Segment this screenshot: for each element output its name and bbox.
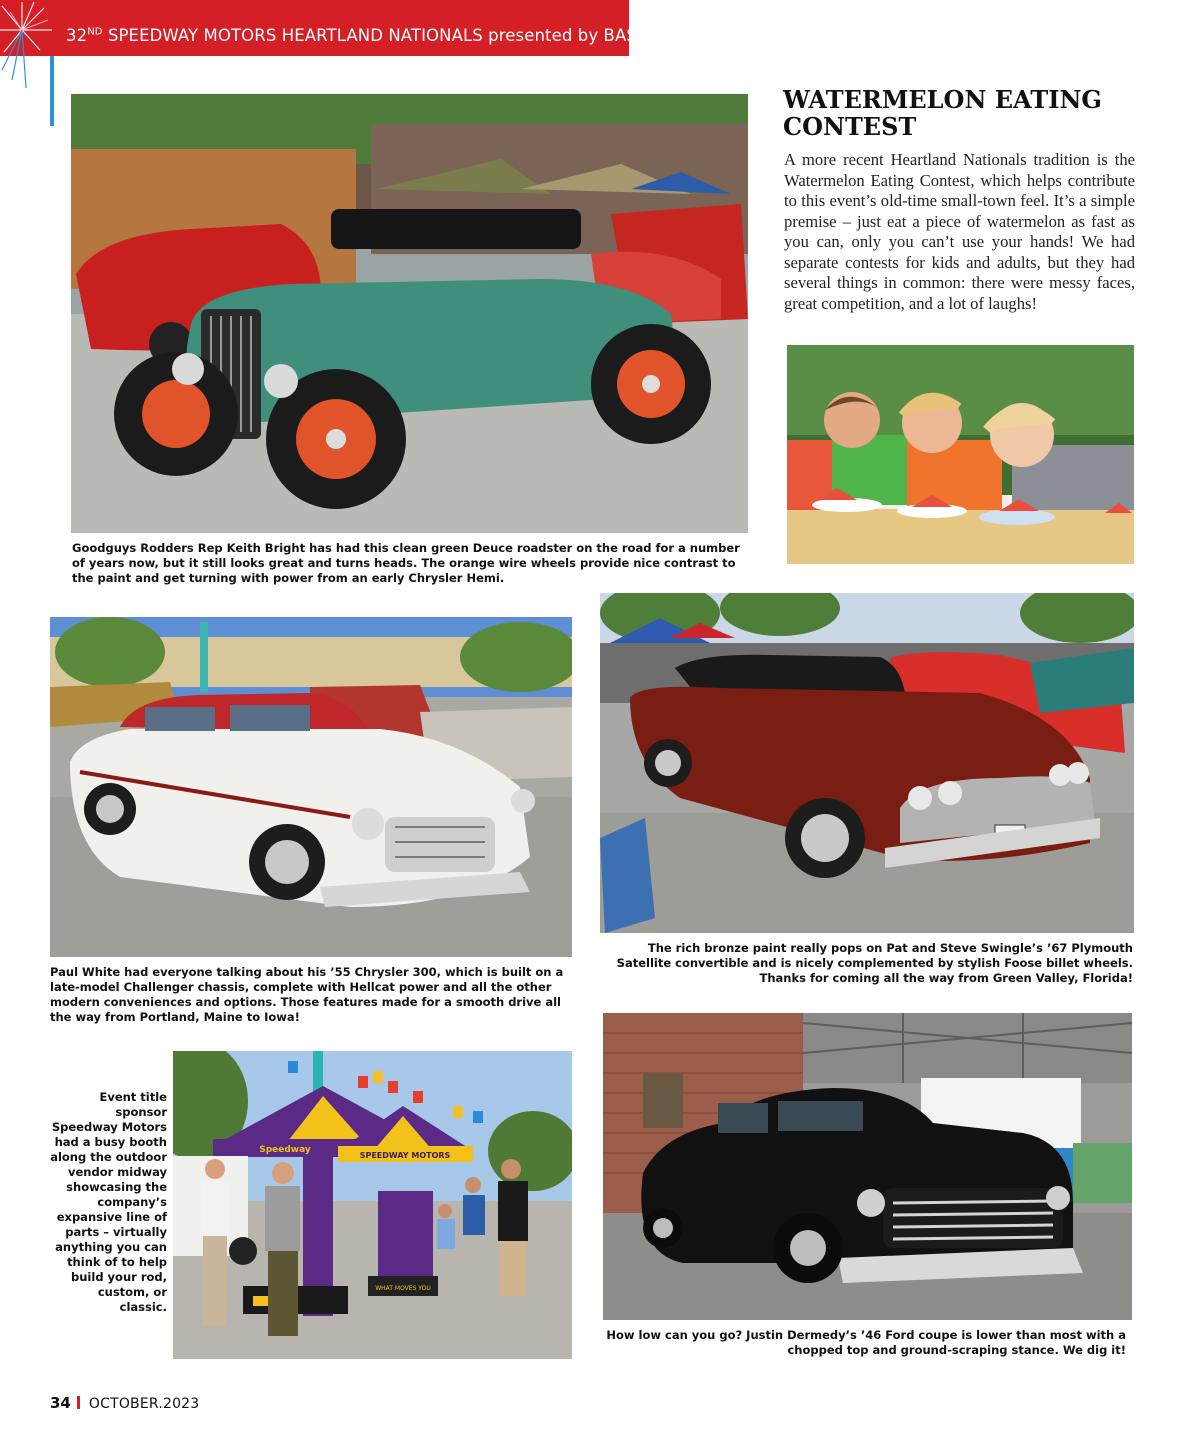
issue-date: OCTOBER.2023 (88, 1396, 200, 1412)
photo-plymouth-satellite (600, 593, 1134, 933)
photo-ford-coupe (603, 1013, 1132, 1320)
article-title: WATERMELON EATING CONTEST (783, 85, 1102, 141)
tent-logo: Speedway (259, 1145, 311, 1155)
caption-chrysler: Paul White had everyone talking about his ’55 Chrysler 300, which is built on a late-model Challenger chassis, complete with Hellcat power and all the other modern conveniences and options. Those features made for a smooth drive all the way from Portland, Maine to Iowa! (50, 965, 564, 1024)
photo-speedway-booth (173, 1051, 572, 1359)
article-body: A more recent Heartland Nationals tradition is the Watermelon Eating Contest, which helps contribute to this event’s old-time small-town feel. It’s a simple premise – just eat a piece of watermelon as fast as you can, only you can’t use your hands! We had separate contests for kids and adults, but they had several things in common: there were messy faces, great competition, and a lot of laughs! (784, 150, 1135, 313)
tent-brand: SPEEDWAY MOTORS (359, 1151, 451, 1160)
page-number: 34 (50, 1394, 71, 1412)
footer-divider (77, 1396, 80, 1409)
page-footer (50, 1394, 199, 1412)
caption-roadster: Goodguys Rodders Rep Keith Bright has had this clean green Deuce roadster on the road for a number of years now, but it still looks great and turns heads. The orange wire wheels provide nice contrast to the paint and get turning with power from an early Chrysler Hemi. (72, 541, 740, 585)
accent-line (50, 56, 54, 126)
caption-ford: How low can you go? Justin Dermedy’s ’46 Ford coupe is lower than most with a chopped top and ground-scraping stance. We dig it! (606, 1328, 1126, 1357)
photo-watermelon-contest (787, 345, 1134, 564)
caption-plymouth: The rich bronze paint really pops on Pat and Steve Swingle’s ’67 Plymouth Satellite convertible and is nicely complemented by stylish Foose billet wheels. Thanks for coming all the way from Green Valley, Florida! (616, 941, 1133, 985)
photo-green-roadster (71, 94, 748, 533)
booth-sign: WHAT MOVES YOU (375, 1285, 431, 1292)
photo-chrysler-300 (50, 617, 572, 957)
header-title: 32ND SPEEDWAY MOTORS HEARTLAND NATIONALS presented by BASF (66, 26, 647, 45)
caption-speedway: Event title sponsor Speedway Motors had a busy booth along the outdoor vendor midway showcasing the company’s expansive line of parts – virtually anything you can think of to help build your rod, custom, or classic. (50, 1090, 167, 1314)
